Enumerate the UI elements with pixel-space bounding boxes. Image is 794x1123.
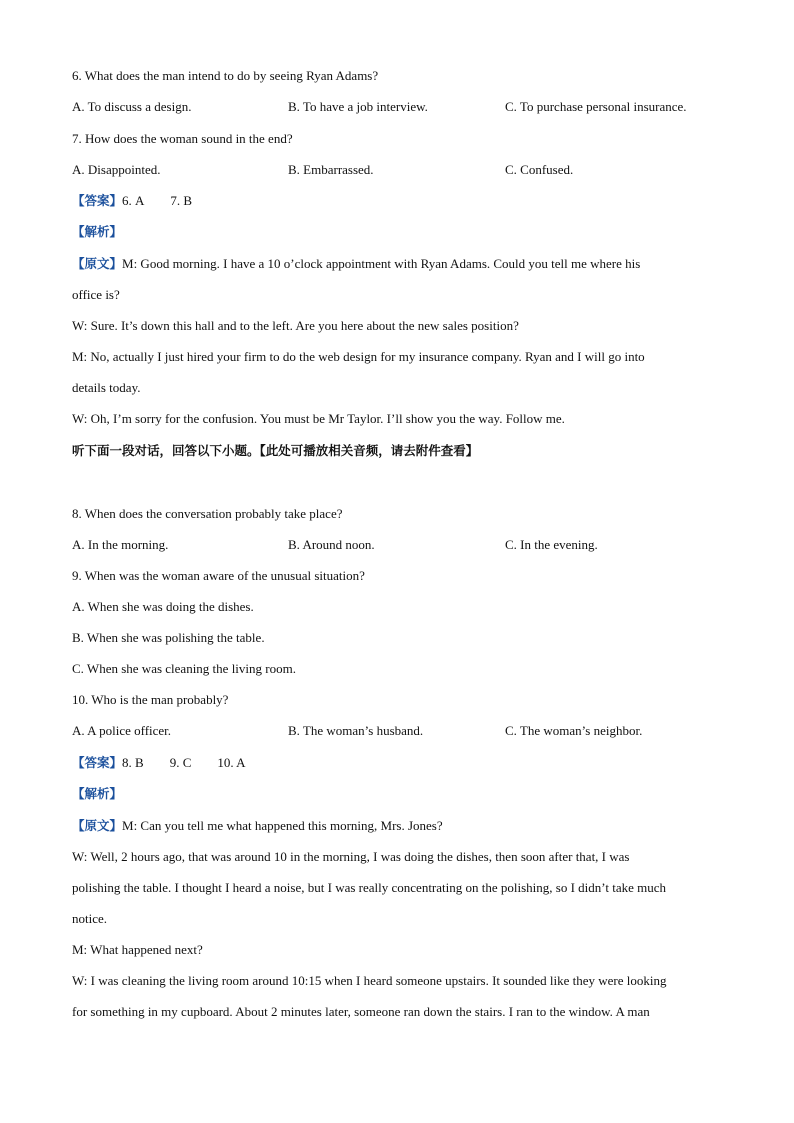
question-8: 8. When does the conversation probably take place? xyxy=(72,506,343,521)
transcript-1-line-5: details today. xyxy=(72,380,141,395)
q9-option-c: C. When she was cleaning the living room. xyxy=(72,661,296,676)
q10-option-b: B. The woman’s husband. xyxy=(288,723,424,738)
answer-7: 7. B xyxy=(170,193,193,208)
transcript-1-text-1: M: Good morning. I have a 10 o’clock appointment with Ryan Adams. Could you tell me where his xyxy=(122,256,641,271)
transcript-2-line-2: W: Well, 2 hours ago, that was around 10 in the morning, I was doing the dishes, then soon after that, I was xyxy=(72,849,630,864)
q6-option-b: B. To have a job interview. xyxy=(288,99,428,114)
transcript-2-line-6: W: I was cleaning the living room around 10:15 when I heard someone upstairs. It sounded like they were looking xyxy=(72,973,667,988)
analysis-tag: 【解析】 xyxy=(72,224,123,239)
analysis-tag: 【解析】 xyxy=(72,786,123,801)
transcript-tag: 【原文】 xyxy=(72,818,123,833)
q10-option-a: A. A police officer. xyxy=(72,723,172,738)
q7-option-a: A. Disappointed. xyxy=(72,162,161,177)
analysis-block-2 xyxy=(72,786,122,802)
transcript-1-line-6: W: Oh, I’m sorry for the confusion. You must be Mr Taylor. I’ll show you the way. Follow me. xyxy=(72,411,565,426)
question-6: 6. What does the man intend to do by seeing Ryan Adams? xyxy=(72,68,379,83)
answer-tag: 【答案】 xyxy=(72,755,123,770)
answer-6: 6. A xyxy=(122,193,145,208)
q7-option-c: C. Confused. xyxy=(505,162,574,177)
q10-option-c: C. The woman’s neighbor. xyxy=(505,723,643,738)
transcript-2-line-4: notice. xyxy=(72,911,108,926)
answer-block-2 xyxy=(72,755,246,771)
transcript-1-line-3: W: Sure. It’s down this hall and to the left. Are you here about the new sales position? xyxy=(72,318,519,333)
transcript-tag: 【原文】 xyxy=(72,256,123,271)
transcript-2-text-1: M: Can you tell me what happened this morning, Mrs. Jones? xyxy=(122,818,443,833)
transcript-2-line-5: M: What happened next? xyxy=(72,942,203,957)
q9-option-b: B. When she was polishing the table. xyxy=(72,630,265,645)
q6-option-a: A. To discuss a design. xyxy=(72,99,192,114)
transcript-2-line-7: for something in my cupboard. About 2 minutes later, someone ran down the stairs. I ran to the window. A man xyxy=(72,1004,650,1019)
question-10: 10. Who is the man probably? xyxy=(72,692,229,707)
transcript-2-line-3: polishing the table. I thought I heard a noise, but I was really concentrating on the polishing, so I didn’t take much xyxy=(72,880,667,895)
transcript-1-line-4: M: No, actually I just hired your firm to do the web design for my insurance company. Ryan and I will go into xyxy=(72,349,645,364)
question-7: 7. How does the woman sound in the end? xyxy=(72,131,293,146)
q8-option-b: B. Around noon. xyxy=(288,537,375,552)
answer-8: 8. B xyxy=(122,755,144,770)
listening-instruction: 听下面一段对话，回答以下小题。【此处可播放相关音频，请去附件查看】 xyxy=(72,443,479,458)
q9-option-a: A. When she was doing the dishes. xyxy=(72,599,254,614)
transcript-2-line-1 xyxy=(72,818,443,834)
q7-option-b: B. Embarrassed. xyxy=(288,162,374,177)
transcript-1-line-2: office is? xyxy=(72,287,120,302)
q6-option-c: C. To purchase personal insurance. xyxy=(505,99,687,114)
q8-option-c: C. In the evening. xyxy=(505,537,598,552)
question-9: 9. When was the woman aware of the unusual situation? xyxy=(72,568,365,583)
answer-10: 10. A xyxy=(217,755,246,770)
answer-tag: 【答案】 xyxy=(72,193,123,208)
analysis-block-1 xyxy=(72,224,122,240)
q8-option-a: A. In the morning. xyxy=(72,537,169,552)
transcript-1-line-1 xyxy=(72,256,640,272)
answer-block-1 xyxy=(72,193,192,209)
answer-9: 9. C xyxy=(169,755,192,770)
